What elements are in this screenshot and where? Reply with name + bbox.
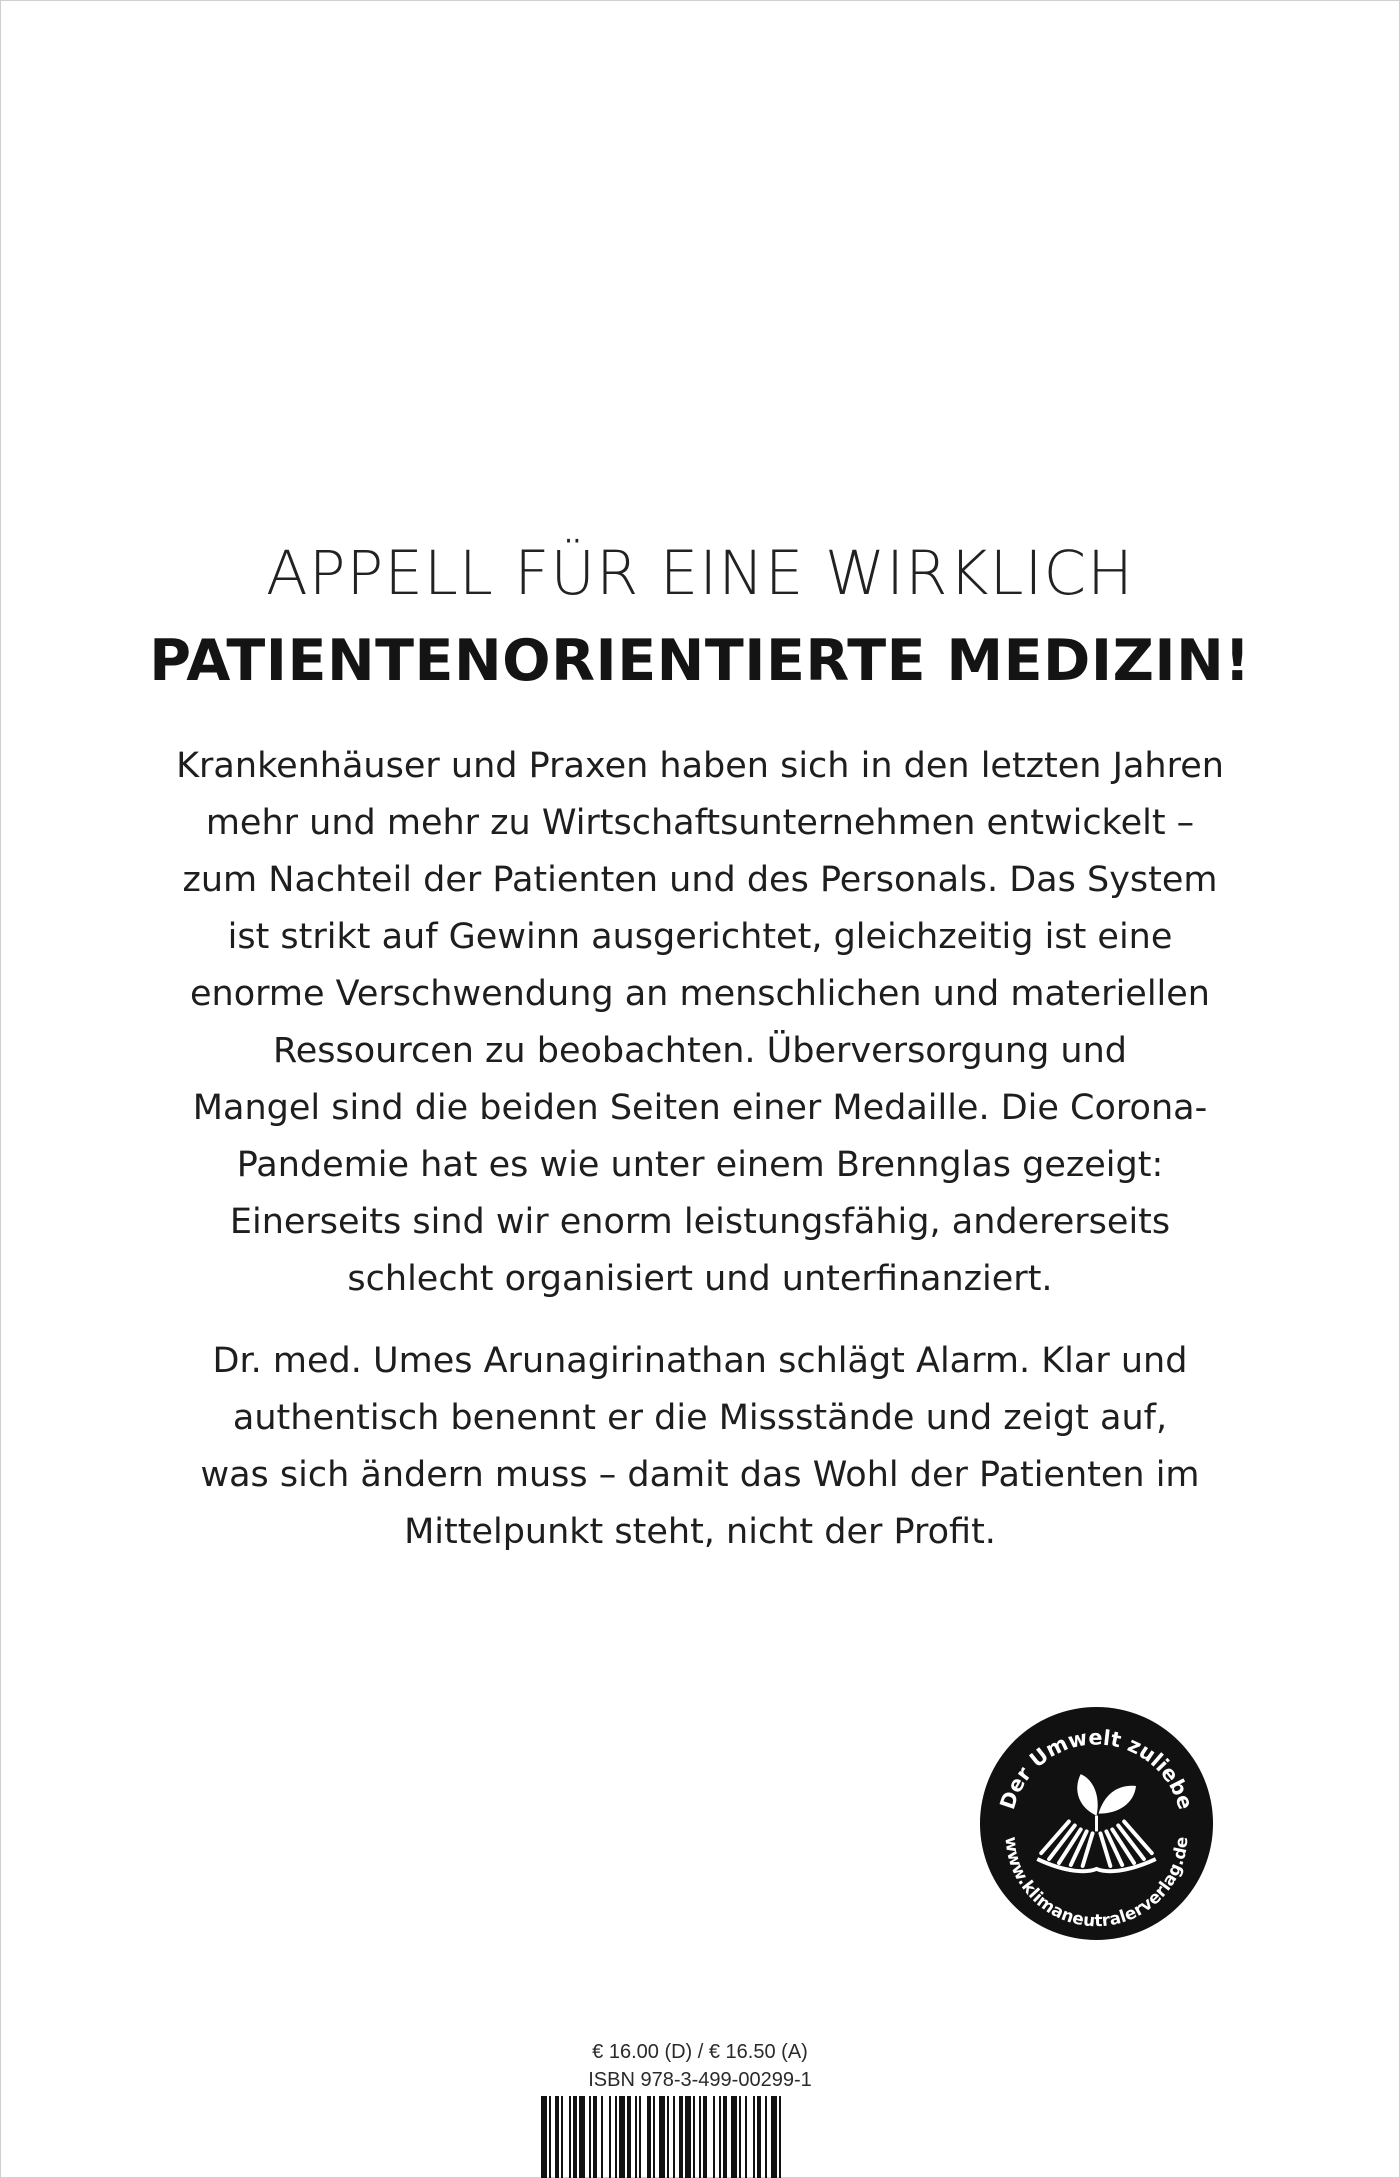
blurb-line: Pandemie hat es wie unter einem Brennglas gezeigt: [236, 1145, 1164, 1185]
barcode-bar [627, 2096, 631, 2178]
barcode-bar [541, 2096, 547, 2178]
barcode-bar [579, 2096, 585, 2178]
barcode-bar [609, 2096, 611, 2178]
barcode-bar [639, 2096, 641, 2178]
barcode-bar [771, 2096, 777, 2178]
barcode-bar [765, 2096, 767, 2178]
price-label: € 16.00 (D) / € 16.50 (A) [592, 2041, 808, 2063]
barcode-bar [685, 2096, 691, 2178]
blurb-line: ist strikt auf Gewinn ausgerichtet, gleichzeitig ist eine [227, 917, 1173, 957]
barcode-bar [589, 2096, 591, 2178]
blurb-paragraph-1 [160, 738, 1240, 1308]
barcode-bar [739, 2096, 741, 2178]
climate-neutral-badge [978, 1705, 1215, 1942]
barcode-bar [635, 2096, 637, 2178]
barcode-bar [667, 2096, 669, 2178]
barcode-bar [555, 2096, 559, 2178]
barcode-bar [679, 2096, 683, 2178]
barcode-bar [601, 2096, 603, 2178]
imprint-block [0, 2038, 1400, 2094]
isbn-label: ISBN 978-3-499-00299-1 [588, 2069, 812, 2091]
barcode-bar [745, 2096, 747, 2178]
blurb-line: enorme Verschwendung an menschlichen und materiellen [190, 974, 1210, 1014]
blurb-line: schlecht organisiert und unterfinanziert. [347, 1259, 1053, 1299]
barcode-bar [653, 2096, 655, 2178]
barcode-bar [659, 2096, 665, 2178]
blurb-line: Einerseits sind wir enorm leistungsfähig, andererseits [229, 1202, 1171, 1242]
blurb-line: Mittelpunkt steht, nicht der Profit. [404, 1512, 996, 1552]
barcode-bar [647, 2096, 651, 2178]
blurb-line: zum Nachteil der Patienten und des Personals. Das System [182, 860, 1218, 900]
barcode-bar [673, 2096, 675, 2178]
barcode-bar [713, 2096, 715, 2178]
barcode-bar [703, 2096, 707, 2178]
barcode-bar [779, 2096, 781, 2178]
barcode [541, 2096, 857, 2178]
barcode-bar [573, 2096, 577, 2178]
barcode-bar [561, 2096, 563, 2178]
barcode-bar [731, 2096, 737, 2178]
headline [0, 532, 1400, 706]
badge-bottom-text: www.klimaneutralerverlag.de [1001, 1835, 1192, 1931]
barcode-bar [615, 2096, 617, 2178]
barcode-bar [619, 2096, 625, 2178]
blurb-line: mehr und mehr zu Wirtschaftsunternehmen entwickelt – [205, 803, 1195, 843]
blurb-line: was sich ändern muss – damit das Wohl der Patienten im [200, 1455, 1200, 1495]
headline-line-1: APPELL FÜR EINE WIRKLICH [266, 538, 1134, 609]
barcode-bar [549, 2096, 551, 2178]
blurb-line: Mangel sind die beiden Seiten einer Medaille. Die Corona- [192, 1088, 1208, 1128]
barcode-bar [723, 2096, 727, 2178]
barcode-bar [593, 2096, 597, 2178]
barcode-bar [753, 2096, 755, 2178]
barcode-bar [699, 2096, 701, 2178]
blurb-line: Krankenhäuser und Praxen haben sich in den letzten Jahren [176, 746, 1224, 786]
blurb-line: Ressourcen zu beobachten. Überversorgung und [273, 1031, 1127, 1071]
barcode-bar [569, 2096, 571, 2178]
barcode-bar [757, 2096, 761, 2178]
badge-top-text: Der Umwelt zuliebe [995, 1725, 1198, 1813]
blurb-paragraph-2 [160, 1333, 1240, 1561]
blurb-line: authentisch benennt er die Missstände und zeigt auf, [232, 1398, 1168, 1438]
blurb-line: Dr. med. Umes Arunagirinathan schlägt Alarm. Klar und [212, 1341, 1188, 1381]
headline-line-2: PATIENTENORIENTIERTE MEDIZIN! [149, 628, 1251, 694]
barcode-bar [693, 2096, 695, 2178]
barcode-bar [719, 2096, 721, 2178]
